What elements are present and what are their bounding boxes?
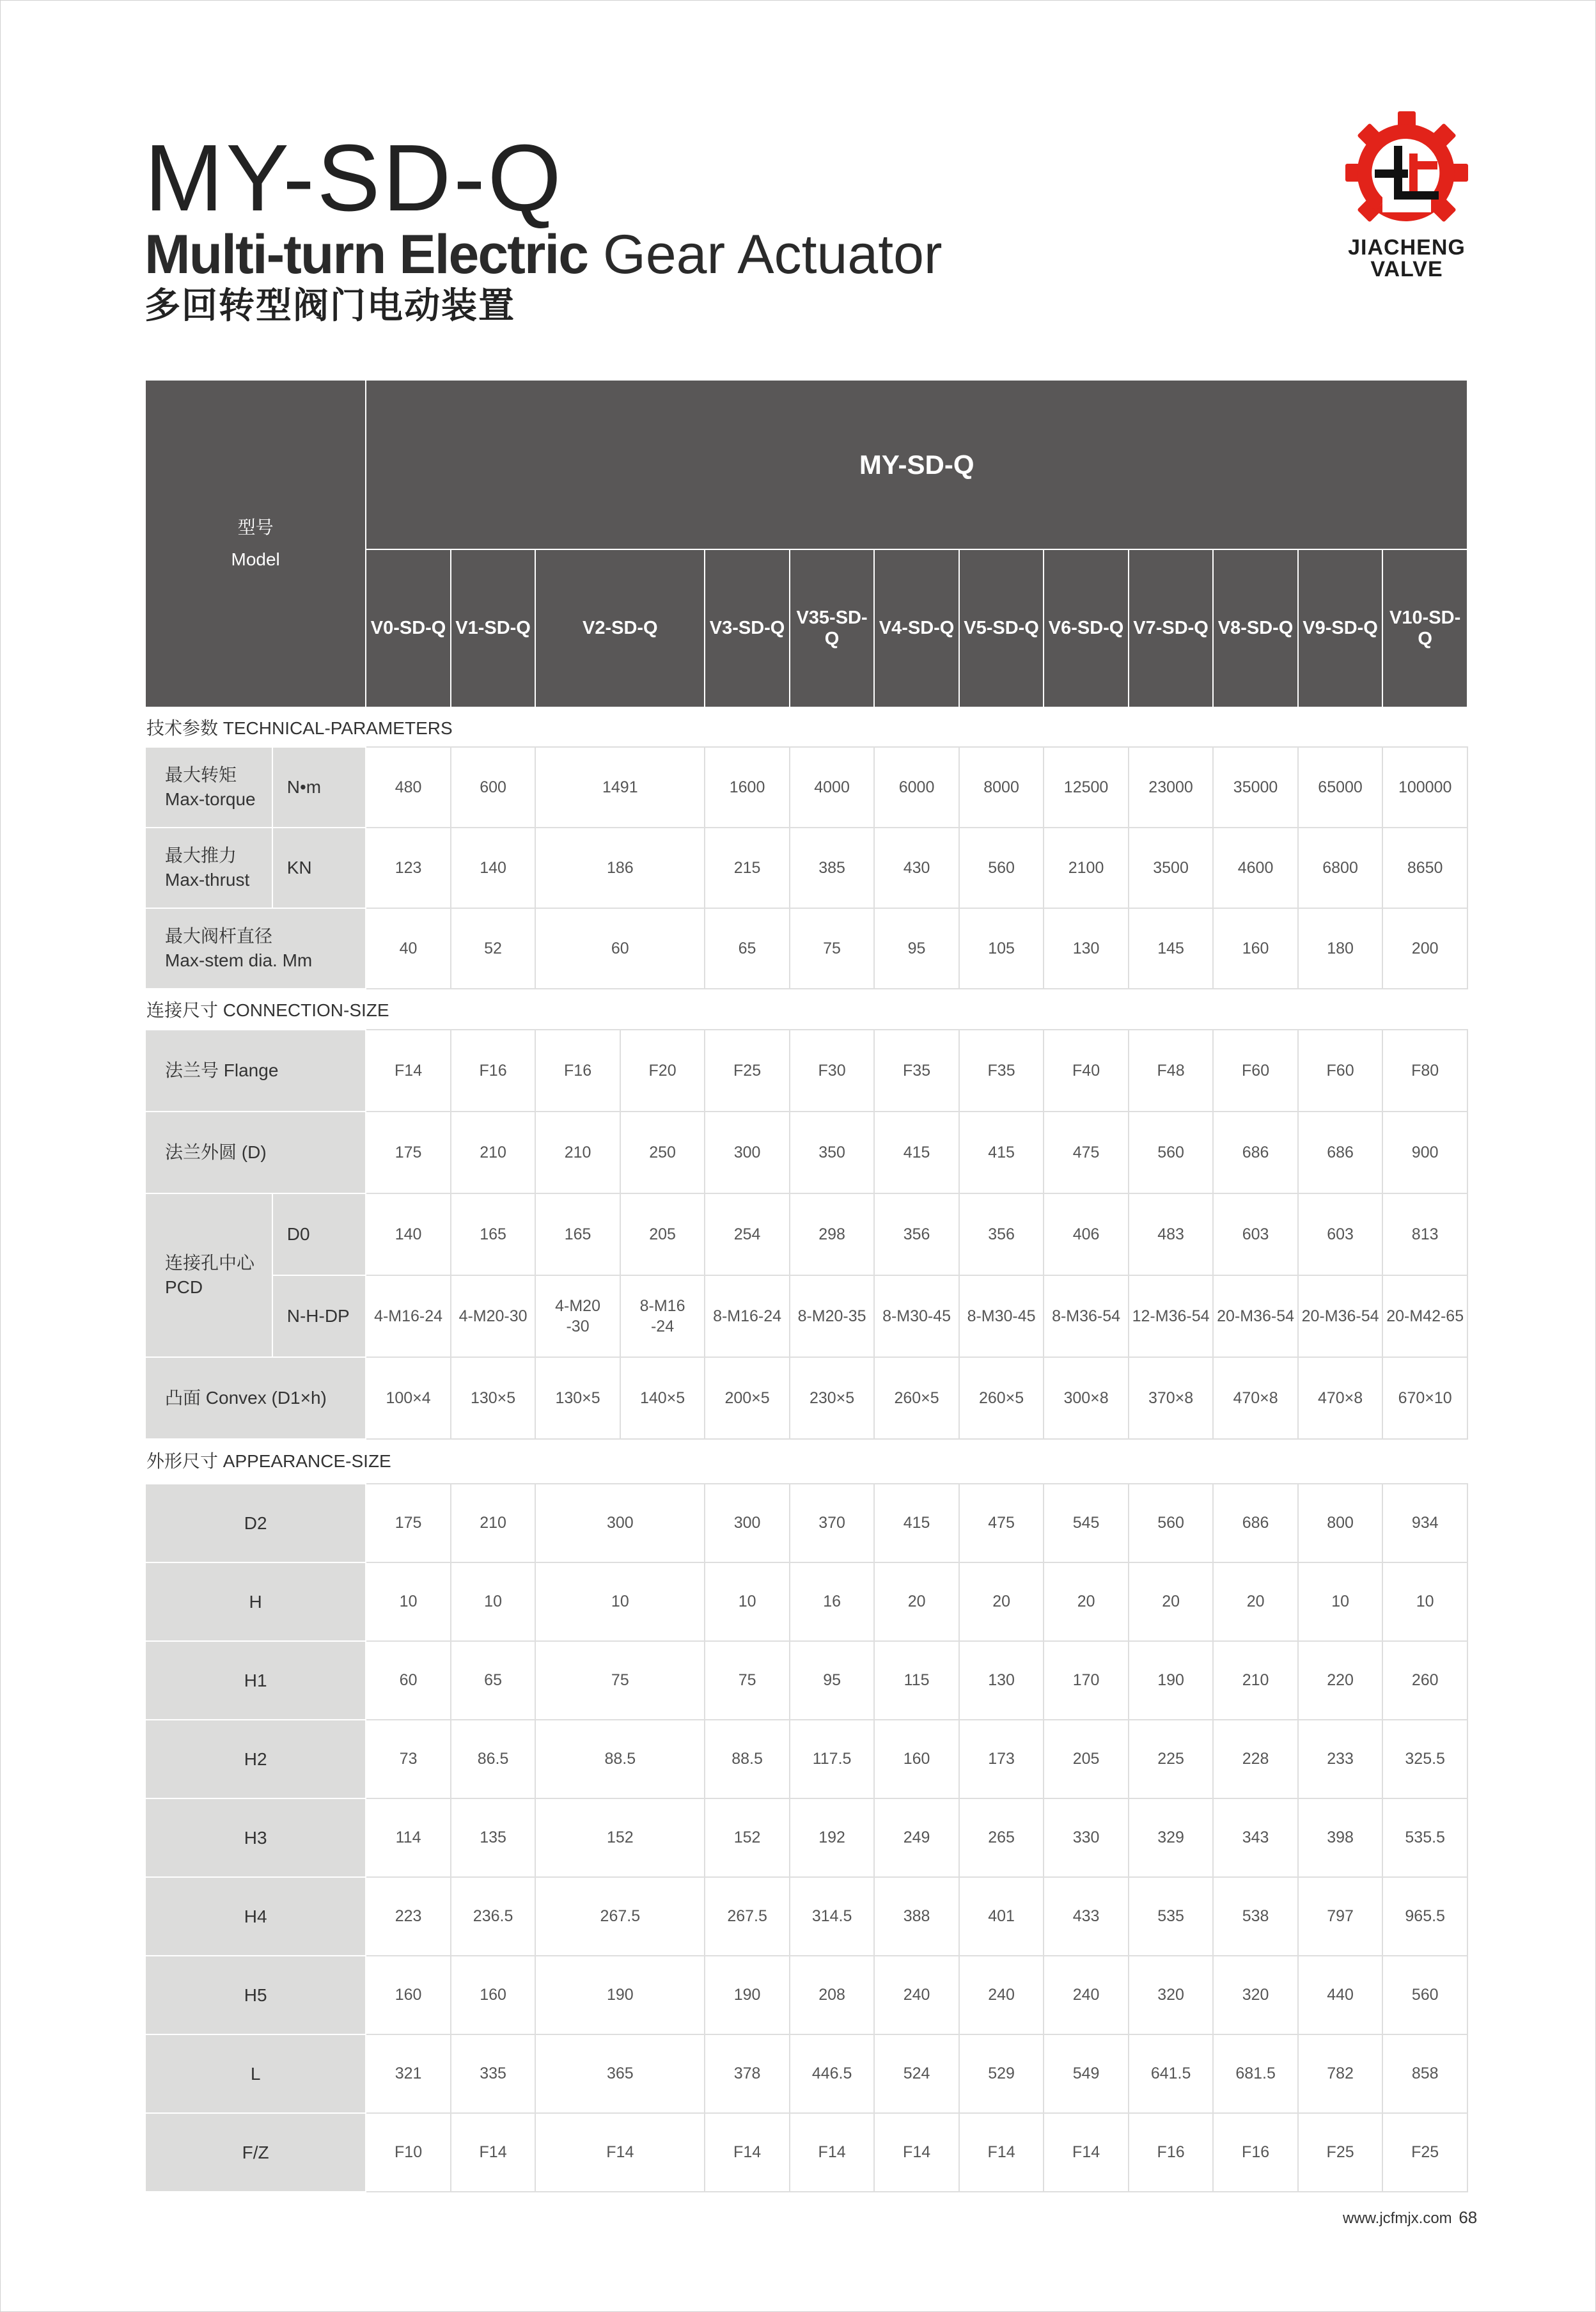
- cell: F30: [790, 1030, 875, 1112]
- cell: F16: [451, 1030, 536, 1112]
- cell: 8-M20-35: [790, 1275, 875, 1357]
- cell: 190: [705, 1956, 790, 2034]
- row-label: H2: [145, 1720, 366, 1798]
- row-label: F/Z: [145, 2113, 366, 2192]
- table-row-nhdp: [145, 1275, 1467, 1357]
- cell: 900: [1382, 1112, 1467, 1193]
- model-header-v8: V8-SD-Q: [1213, 549, 1298, 707]
- footer-url: www.jcfmjx.com: [1343, 2210, 1452, 2227]
- table-row-h5: [145, 1956, 1467, 2034]
- cell: 190: [1129, 1641, 1214, 1720]
- row-label: 最大转矩 Max-torque: [145, 747, 272, 828]
- cell: 35000: [1213, 747, 1298, 828]
- cell: F35: [959, 1030, 1044, 1112]
- cell: 160: [366, 1956, 451, 2034]
- cell: 560: [1129, 1484, 1214, 1562]
- cell: 240: [959, 1956, 1044, 2034]
- cell: 433: [1044, 1877, 1129, 1956]
- logo-text-jiacheng: JIACHENG: [1348, 235, 1466, 260]
- cell: 10: [1298, 1562, 1383, 1641]
- cell: 192: [790, 1798, 875, 1877]
- cell: 130: [1044, 908, 1129, 989]
- row-label: H3: [145, 1798, 366, 1877]
- cell: F16: [1129, 2113, 1214, 2192]
- row-unit: KN: [272, 828, 366, 908]
- cell: 475: [1044, 1112, 1129, 1193]
- cell: F48: [1129, 1030, 1214, 1112]
- section-connection: 连接尺寸 CONNECTION-SIZE: [146, 1000, 389, 1020]
- cell: 8000: [959, 747, 1044, 828]
- cell: 321: [366, 2034, 451, 2113]
- cell: 267.5: [535, 1877, 705, 1956]
- cell: 140×5: [620, 1357, 705, 1439]
- cell: 388: [874, 1877, 959, 1956]
- cell: 560: [1129, 1112, 1214, 1193]
- cell: 65: [451, 1641, 536, 1720]
- page-subtitle-cn: 多回转型阀门电动装置: [145, 285, 515, 326]
- cell: 10: [705, 1562, 790, 1641]
- cell: 4-M16-24: [366, 1275, 451, 1357]
- cell: 100000: [1382, 747, 1467, 828]
- cell: 160: [451, 1956, 536, 2034]
- cell: 8650: [1382, 828, 1467, 908]
- cell: 223: [366, 1877, 451, 1956]
- cell: 1600: [705, 747, 790, 828]
- model-header-v10: V10-SD-Q: [1382, 549, 1467, 707]
- cell: F10: [366, 2113, 451, 2192]
- row-label: H1: [145, 1641, 366, 1720]
- model-header-v0: V0-SD-Q: [366, 549, 451, 707]
- cell: F14: [535, 2113, 705, 2192]
- cell: 329: [1129, 1798, 1214, 1877]
- cell: F16: [1213, 2113, 1298, 2192]
- cell: 170: [1044, 1641, 1129, 1720]
- cell: 343: [1213, 1798, 1298, 1877]
- model-header-v2: V2-SD-Q: [535, 549, 705, 707]
- cell: 152: [535, 1798, 705, 1877]
- cell: 858: [1382, 2034, 1467, 2113]
- row-label: 最大推力 Max-thrust: [145, 828, 272, 908]
- cell: 265: [959, 1798, 1044, 1877]
- spec-table: [145, 379, 1468, 1480]
- model-header-v3: V3-SD-Q: [705, 549, 790, 707]
- cell: 603: [1213, 1193, 1298, 1275]
- cell: 254: [705, 1193, 790, 1275]
- table-row-flange-od: [145, 1112, 1467, 1193]
- table-row-convex: [145, 1357, 1467, 1439]
- cell: F60: [1298, 1030, 1383, 1112]
- appearance-body: [145, 1484, 1467, 2192]
- cell: 10: [535, 1562, 705, 1641]
- row-label: H: [145, 1562, 366, 1641]
- cell: F40: [1044, 1030, 1129, 1112]
- model-header-v1: V1-SD-Q: [451, 549, 536, 707]
- table-row-h2: [145, 1720, 1467, 1798]
- cell: F25: [1382, 2113, 1467, 2192]
- row-unit: N-H-DP: [272, 1275, 366, 1357]
- cell: F14: [366, 1030, 451, 1112]
- cell: 300: [535, 1484, 705, 1562]
- cell: 440: [1298, 1956, 1383, 2034]
- cell: 160: [874, 1720, 959, 1798]
- cell: 208: [790, 1956, 875, 2034]
- cell: 300: [705, 1484, 790, 1562]
- cell: 415: [874, 1484, 959, 1562]
- cell: 545: [1044, 1484, 1129, 1562]
- cell: 228: [1213, 1720, 1298, 1798]
- cell: 65: [705, 908, 790, 989]
- row-label: L: [145, 2034, 366, 2113]
- cell: 813: [1382, 1193, 1467, 1275]
- cell: 165: [535, 1193, 620, 1275]
- cell: 538: [1213, 1877, 1298, 1956]
- cell: 40: [366, 908, 451, 989]
- cell: 205: [620, 1193, 705, 1275]
- model-header-v6: V6-SD-Q: [1044, 549, 1129, 707]
- cell: 140: [366, 1193, 451, 1275]
- model-header-v7: V7-SD-Q: [1129, 549, 1214, 707]
- model-header-v35: V35-SD-Q: [790, 549, 875, 707]
- cell: 88.5: [705, 1720, 790, 1798]
- cell: 8-M16 -24: [620, 1275, 705, 1357]
- cell: 524: [874, 2034, 959, 2113]
- cell: 160: [1213, 908, 1298, 989]
- cell: 16: [790, 1562, 875, 1641]
- table-row-max-torque: [145, 747, 1467, 828]
- cell: F25: [705, 1030, 790, 1112]
- cell: 210: [535, 1112, 620, 1193]
- cell: 260×5: [874, 1357, 959, 1439]
- cell: F80: [1382, 1030, 1467, 1112]
- cell: 20: [1213, 1562, 1298, 1641]
- cell: 152: [705, 1798, 790, 1877]
- cell: 10: [451, 1562, 536, 1641]
- cell: 233: [1298, 1720, 1383, 1798]
- cell: 236.5: [451, 1877, 536, 1956]
- cell: 314.5: [790, 1877, 875, 1956]
- cell: 115: [874, 1641, 959, 1720]
- model-header-v5: V5-SD-Q: [959, 549, 1044, 707]
- cell: 210: [1213, 1641, 1298, 1720]
- cell: 267.5: [705, 1877, 790, 1956]
- cell: 370×8: [1129, 1357, 1214, 1439]
- row-label: 法兰外圆 (D): [145, 1112, 366, 1193]
- row-unit: D0: [272, 1193, 366, 1275]
- cell: 529: [959, 2034, 1044, 2113]
- cell: 249: [874, 1798, 959, 1877]
- cell: 20: [959, 1562, 1044, 1641]
- subtitle-bold: Multi-turn Electric: [145, 224, 588, 285]
- cell: 560: [959, 828, 1044, 908]
- cell: 350: [790, 1112, 875, 1193]
- cell: 603: [1298, 1193, 1383, 1275]
- cell: 186: [535, 828, 705, 908]
- cell: 535: [1129, 1877, 1214, 1956]
- gear-logo-icon: [1343, 109, 1471, 237]
- cell: 140: [451, 828, 536, 908]
- cell: 65000: [1298, 747, 1383, 828]
- cell: 173: [959, 1720, 1044, 1798]
- cell: 210: [451, 1484, 536, 1562]
- row-label: H4: [145, 1877, 366, 1956]
- cell: 165: [451, 1193, 536, 1275]
- cell: 4600: [1213, 828, 1298, 908]
- cell: 480: [366, 747, 451, 828]
- cell: 4000: [790, 747, 875, 828]
- cell: 535.5: [1382, 1798, 1467, 1877]
- cell: 105: [959, 908, 1044, 989]
- table-row-h: [145, 1562, 1467, 1641]
- cell: 200×5: [705, 1357, 790, 1439]
- model-group-header: MY-SD-Q: [366, 380, 1467, 549]
- cell: 12500: [1044, 747, 1129, 828]
- cell: 670×10: [1382, 1357, 1467, 1439]
- cell: 86.5: [451, 1720, 536, 1798]
- model-header-v9: V9-SD-Q: [1298, 549, 1383, 707]
- cell: 300×8: [1044, 1357, 1129, 1439]
- table-row-h4: [145, 1877, 1467, 1956]
- cell: 135: [451, 1798, 536, 1877]
- cell: 20: [874, 1562, 959, 1641]
- cell: 300: [705, 1112, 790, 1193]
- cell: 210: [451, 1112, 536, 1193]
- cell: 250: [620, 1112, 705, 1193]
- cell: 797: [1298, 1877, 1383, 1956]
- cell: 123: [366, 828, 451, 908]
- cell: F14: [959, 2113, 1044, 2192]
- table-row-h1: [145, 1641, 1467, 1720]
- cell: 10: [366, 1562, 451, 1641]
- logo-text-valve: VALVE: [1370, 257, 1443, 281]
- cell: 415: [874, 1112, 959, 1193]
- cell: 470×8: [1298, 1357, 1383, 1439]
- cell: 205: [1044, 1720, 1129, 1798]
- cell: 240: [1044, 1956, 1129, 2034]
- cell: 415: [959, 1112, 1044, 1193]
- cell: 20-M36-54: [1298, 1275, 1383, 1357]
- cell: F14: [1044, 2113, 1129, 2192]
- cell: 3500: [1129, 828, 1214, 908]
- cell: 220: [1298, 1641, 1383, 1720]
- cell: 260: [1382, 1641, 1467, 1720]
- cell: 298: [790, 1193, 875, 1275]
- cell: F60: [1213, 1030, 1298, 1112]
- cell: 8-M30-45: [874, 1275, 959, 1357]
- cell: 60: [535, 908, 705, 989]
- page-footer: [1343, 2208, 1477, 2228]
- table-row-flange: [145, 1030, 1467, 1112]
- cell: F14: [790, 2113, 875, 2192]
- cell: 800: [1298, 1484, 1383, 1562]
- cell: 681.5: [1213, 2034, 1298, 2113]
- cell: F25: [1298, 2113, 1383, 2192]
- cell: 320: [1129, 1956, 1214, 2034]
- cell: 230×5: [790, 1357, 875, 1439]
- page-subtitle: [145, 224, 943, 285]
- model-header: [145, 380, 366, 707]
- cell: F14: [874, 2113, 959, 2192]
- table-row-max-thrust: [145, 828, 1467, 908]
- cell: 549: [1044, 2034, 1129, 2113]
- cell: 260×5: [959, 1357, 1044, 1439]
- row-label: D2: [145, 1484, 366, 1562]
- cell: 75: [535, 1641, 705, 1720]
- table-row-max-stem: [145, 908, 1467, 989]
- cell: 225: [1129, 1720, 1214, 1798]
- cell: F35: [874, 1030, 959, 1112]
- cell: 378: [705, 2034, 790, 2113]
- table-row-d2: [145, 1484, 1467, 1562]
- pcd-label: 连接孔中心 PCD: [145, 1193, 272, 1357]
- cell: 686: [1213, 1484, 1298, 1562]
- cell: 75: [790, 908, 875, 989]
- cell: 325.5: [1382, 1720, 1467, 1798]
- cell: 23000: [1129, 747, 1214, 828]
- cell: F14: [451, 2113, 536, 2192]
- cell: 330: [1044, 1798, 1129, 1877]
- cell: 145: [1129, 908, 1214, 989]
- cell: 365: [535, 2034, 705, 2113]
- cell: 356: [959, 1193, 1044, 1275]
- cell: 12-M36-54: [1129, 1275, 1214, 1357]
- page-title: MY-SD-Q: [145, 125, 564, 231]
- cell: 401: [959, 1877, 1044, 1956]
- section-technical: 技术参数 TECHNICAL-PARAMETERS: [146, 718, 453, 738]
- cell: 52: [451, 908, 536, 989]
- table-row-f-z: [145, 2113, 1467, 2192]
- cell: 475: [959, 1484, 1044, 1562]
- cell: 20-M36-54: [1213, 1275, 1298, 1357]
- row-label: 最大阀杆直径 Max-stem dia. Mm: [145, 908, 366, 989]
- cell: 175: [366, 1484, 451, 1562]
- cell: 95: [790, 1641, 875, 1720]
- cell: 190: [535, 1956, 705, 2034]
- cell: 560: [1382, 1956, 1467, 2034]
- cell: 6000: [874, 747, 959, 828]
- row-unit: N•m: [272, 747, 366, 828]
- cell: 8-M16-24: [705, 1275, 790, 1357]
- cell: F14: [705, 2113, 790, 2192]
- cell: 200: [1382, 908, 1467, 989]
- cell: 6800: [1298, 828, 1383, 908]
- cell: 356: [874, 1193, 959, 1275]
- cell: 934: [1382, 1484, 1467, 1562]
- table-row-d0: [145, 1193, 1467, 1275]
- cell: 73: [366, 1720, 451, 1798]
- cell: 782: [1298, 2034, 1383, 2113]
- cell: 398: [1298, 1798, 1383, 1877]
- cell: 215: [705, 828, 790, 908]
- cell: 8-M30-45: [959, 1275, 1044, 1357]
- cell: 20-M42-65: [1382, 1275, 1467, 1357]
- cell: 130×5: [535, 1357, 620, 1439]
- cell: 175: [366, 1112, 451, 1193]
- cell: 4-M20-30: [451, 1275, 536, 1357]
- cell: F20: [620, 1030, 705, 1112]
- cell: 240: [874, 1956, 959, 2034]
- section-appearance: 外形尺寸 APPEARANCE-SIZE: [146, 1451, 391, 1471]
- page-number: 68: [1459, 2208, 1478, 2227]
- cell: 130×5: [451, 1357, 536, 1439]
- table-row-h3: [145, 1798, 1467, 1877]
- cell: 686: [1298, 1112, 1383, 1193]
- cell: 446.5: [790, 2034, 875, 2113]
- cell: 20: [1044, 1562, 1129, 1641]
- model-header-v4: V4-SD-Q: [874, 549, 959, 707]
- cell: 641.5: [1129, 2034, 1214, 2113]
- appearance-table: [145, 1483, 1468, 2192]
- cell: 1491: [535, 747, 705, 828]
- row-label: 凸面 Convex (D1×h): [145, 1357, 366, 1439]
- cell: 20: [1129, 1562, 1214, 1641]
- cell: 686: [1213, 1112, 1298, 1193]
- cell: 114: [366, 1798, 451, 1877]
- cell: 965.5: [1382, 1877, 1467, 1956]
- cell: 483: [1129, 1193, 1214, 1275]
- cell: 130: [959, 1641, 1044, 1720]
- cell: 370: [790, 1484, 875, 1562]
- cell: 406: [1044, 1193, 1129, 1275]
- cell: 4-M20 -30: [535, 1275, 620, 1357]
- cell: 320: [1213, 1956, 1298, 2034]
- cell: 600: [451, 747, 536, 828]
- cell: 95: [874, 908, 959, 989]
- model-label-cn: 型号: [237, 517, 274, 537]
- model-label-en: Model: [231, 549, 280, 569]
- row-label: H5: [145, 1956, 366, 2034]
- cell: 430: [874, 828, 959, 908]
- cell: 60: [366, 1641, 451, 1720]
- row-label: 法兰号 Flange: [145, 1030, 366, 1112]
- cell: 88.5: [535, 1720, 705, 1798]
- company-logo: [1340, 109, 1474, 280]
- cell: 335: [451, 2034, 536, 2113]
- cell: 8-M36-54: [1044, 1275, 1129, 1357]
- cell: 75: [705, 1641, 790, 1720]
- cell: 10: [1382, 1562, 1467, 1641]
- table-row-l: [145, 2034, 1467, 2113]
- cell: 470×8: [1213, 1357, 1298, 1439]
- cell: 100×4: [366, 1357, 451, 1439]
- subtitle-light: Gear Actuator: [602, 224, 943, 285]
- cell: 117.5: [790, 1720, 875, 1798]
- cell: 2100: [1044, 828, 1129, 908]
- cell: F16: [535, 1030, 620, 1112]
- cell: 385: [790, 828, 875, 908]
- cell: 180: [1298, 908, 1383, 989]
